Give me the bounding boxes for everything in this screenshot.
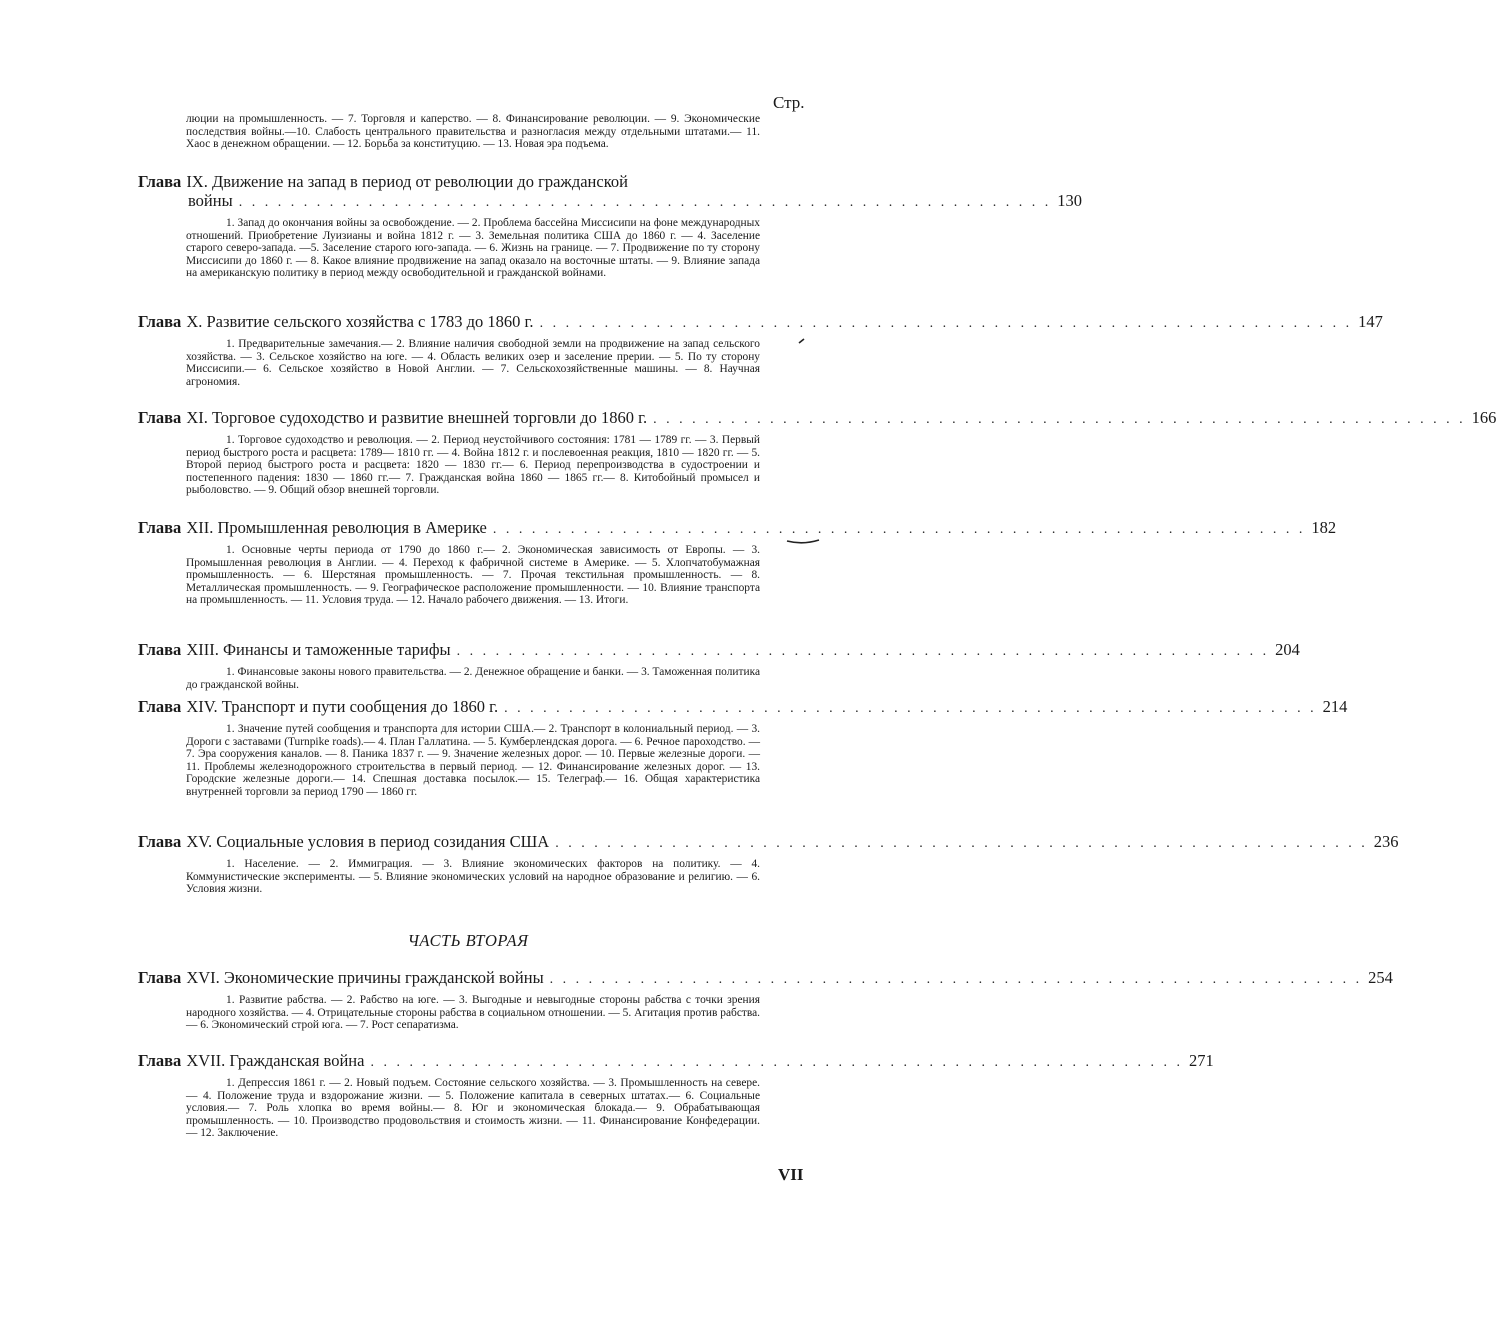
page-number: 166 — [1471, 408, 1496, 427]
page-folio: VII — [778, 1165, 804, 1184]
chapter-summary: 1. Торговое судоходство и революция. — 2. Период неустойчивого состояния: 1781 — 1789 гг. — 3. Первый период быстрого роста и расцвета: 1789— 1810 гг. — 4. Война 1812 г. и послевоенная реакция, 1810 — 1820 гг. — 5. Второй период быстрого роста и расцвета: 1820 — 1830 гг.— 6. Период перепроизводства в судостроении и постепенного падения: 1830 — 1860 гг.— 7. Гражданская война 1860 — 1865 гг.— 8. Китобойный промысел и рыболовство. — 9. Общий обзор внешней торговли. — [186, 434, 760, 497]
chapter-label: Глава — [138, 518, 182, 537]
chapter-label: Глава — [138, 640, 182, 659]
page-column-label: Стр. — [773, 93, 805, 112]
chapter-title: X. Развитие сельского хозяйства с 1783 до 1860 г. — [186, 312, 534, 331]
leader-dots: . . . . . . . . . . . . . . . . . . . . . . . . . . . . . . . . . . . . . . . . . . . . . . . . . . . . . . . . . . . . . . . — [492, 522, 1306, 537]
leader-dots: . . . . . . . . . . . . . . . . . . . . . . . . . . . . . . . . . . . . . . . . . . . . . . . . . . . . . . . . . . . . . . . — [539, 316, 1353, 331]
chapter-label: Глава — [138, 832, 182, 851]
pencil-tick-mark — [797, 336, 807, 346]
page-number: 182 — [1311, 518, 1337, 537]
page-number: 236 — [1373, 832, 1399, 851]
chapter-label: Глава — [138, 697, 182, 716]
page-number: 254 — [1368, 968, 1393, 987]
page-number: 271 — [1188, 1051, 1214, 1070]
leader-dots: . . . . . . . . . . . . . . . . . . . . . . . . . . . . . . . . . . . . . . . . . . . . . . . . . . . . . . . . . . . . . . . — [504, 701, 1317, 716]
part-heading: ЧАСТЬ ВТОРАЯ — [407, 931, 529, 950]
page-number: 204 — [1275, 640, 1300, 659]
toc-entry-ch14[interactable] — [138, 697, 1348, 799]
chapter-summary: 1. Финансовые законы нового правительства. — 2. Денежное обращение и банки. — 3. Таможенная политика до гражданской войны. — [186, 666, 760, 691]
page-number: 130 — [1057, 191, 1082, 210]
toc-entry-ch15[interactable] — [138, 832, 1399, 896]
chapter-summary: 1. Развитие рабства. — 2. Рабство на юге. — 3. Выгодные и невыгодные стороны рабства с точки зрения народного хозяйства. — 4. Отрицательные стороны рабства в социальном отношении. — 5. Агитация против рабства. — 6. Экономический строй юга. — 7. Рост сепаратизма. — [186, 994, 760, 1032]
toc-entry-ch13[interactable] — [138, 640, 1300, 691]
page-number: 214 — [1322, 697, 1348, 716]
chapter-label: Глава — [138, 172, 182, 191]
chapter-label: Глава — [138, 312, 182, 331]
intro-text: люции на промышленность. — 7. Торговля и каперство. — 8. Финансирование революции. — 9. Экономические последствия войны.—10. Слабость центрального правительства и разногласия между отдельными штатами.— 11. Хаос в денежном обращении. — 12. Борьба за конституцию. — 13. Новая эра подъема. — [186, 113, 760, 151]
intro-continuation — [138, 108, 816, 151]
toc-entry-ch10[interactable] — [138, 312, 1383, 388]
page-number: 147 — [1358, 312, 1383, 331]
toc-entry-ch12[interactable] — [138, 518, 1337, 607]
toc-entry-ch9[interactable] — [138, 172, 1082, 280]
chapter-summary: 1. Население. — 2. Иммиграция. — 3. Влияние экономических факторов на политику. — 4. Коммунистические эксперименты. — 5. Влияние экономических условий на народное образование и религию. — 6. Условия жизни. — [186, 858, 760, 896]
chapter-title: XIV. Транспорт и пути сообщения до 1860 г. — [186, 697, 499, 716]
chapter-label: Глава — [138, 408, 182, 427]
leader-dots: . . . . . . . . . . . . . . . . . . . . . . . . . . . . . . . . . . . . . . . . . . . . . . . . . . . . . . . . . . . . . . . — [370, 1055, 1183, 1070]
chapter-title: XVII. Гражданская война — [186, 1051, 365, 1070]
leader-dots: . . . . . . . . . . . . . . . . . . . . . . . . . . . . . . . . . . . . . . . . . . . . . . . . . . . . . . . . . . . . . . . — [238, 195, 1052, 210]
toc-entry-ch11[interactable] — [138, 408, 1496, 497]
pencil-underline-mark — [785, 536, 821, 546]
chapter-summary: 1. Депрессия 1861 г. — 2. Новый подъем. Состояние сельского хозяйства. — 3. Промышленность на севере. — 4. Положение труда и вздорожание жизни. — 5. Положение капитала в северных штатах.— 6. Социальные условия.— 7. Роль хлопка во время войны.— 8. Юг и экономическая блокада.— 9. Обрабатывающая промышленность. — 10. Производство продовольствия и стоимость жизни. — 11. Финансирование Конфедерации. — 12. Заключение. — [186, 1077, 760, 1140]
leader-dots: . . . . . . . . . . . . . . . . . . . . . . . . . . . . . . . . . . . . . . . . . . . . . . . . . . . . . . . . . . . . . . . — [555, 836, 1368, 851]
chapter-title-line1: IX. Движение на запад в период от революции до гражданской — [186, 172, 628, 191]
chapter-summary: 1. Запад до окончания войны за освобождение. — 2. Проблема бассейна Миссисипи на фоне международных отношений. Приобретение Луизианы и война 1812 г. — 3. Земельная политика США до 1860 г. — 4. Заселение старого северо-запада. —5. Заселение старого юго-запада. — 6. Жизнь на границе. — 7. Продвижение по ту сторону Миссисипи до 1860 г. — 8. Какое влияние продвижение на запад оказало на восточные штаты. — 9. Влияние запада на американскую политику в период между освободительной и гражданской войнами. — [186, 217, 760, 280]
chapter-summary: 1. Значение путей сообщения и транспорта для истории США.— 2. Транспорт в колониальный период. — 3. Дороги с заставами (Turnpike roads).— 4. План Галлатина. — 5. Кумберлендская дорога. — 6. Речное пароходство. — 7. Эра сооружения каналов. — 8. Паника 1837 г. — 9. Значение железных дорог. — 10. Первые железные дороги. — 11. Проблемы железнодорожного строительства в первый период. — 12. Финансирование железных дорог. — 13. Городские железные дороги.— 14. Спешная доставка посылок.— 15. Телеграф.— 16. Общая характеристика внутренней торговли за период 1790 — 1860 гг. — [186, 723, 760, 798]
chapter-title: XI. Торговое судоходство и развитие внешней торговли до 1860 г. — [186, 408, 648, 427]
chapter-title: XIII. Финансы и таможенные тарифы — [186, 640, 451, 659]
chapter-label: Глава — [138, 1051, 182, 1070]
chapter-summary: 1. Основные черты периода от 1790 до 1860 г.— 2. Экономическая зависимость от Европы. — 3. Промышленная революция в Англии. — 4. Переход к фабричной системе в Америке. — 5. Хлопчатобумажная промышленность. — 6. Шерстяная промышленность. — 7. Прочая текстильная промышленность. — 8. Металлическая промышленность. — 9. Географическое расположение промышленности. — 10. Влияние транспорта на промышленность. — 11. Условия труда. — 12. Начало рабочего движения. — 13. Итоги. — [186, 544, 760, 607]
chapter-label: Глава — [138, 968, 182, 987]
chapter-summary: 1. Предварительные замечания.— 2. Влияние наличия свободной земли на продвижение на запад сельского хозяйства. — 3. Сельское хозяйство на юге. — 4. Область великих озер и заселение прерии. — 5. По ту сторону Миссисипи.— 6. Сельское хозяйство в Новой Англии. — 7. Сельскохозяйственные машины. — 8. Научная агрономия. — [186, 338, 760, 388]
chapter-title-line2: войны — [188, 191, 233, 210]
leader-dots: . . . . . . . . . . . . . . . . . . . . . . . . . . . . . . . . . . . . . . . . . . . . . . . . . . . . . . . . . . . . . . . — [549, 972, 1363, 987]
toc-entry-ch17[interactable] — [138, 1051, 1214, 1140]
chapter-title: XII. Промышленная революция в Америке — [186, 518, 487, 537]
leader-dots: . . . . . . . . . . . . . . . . . . . . . . . . . . . . . . . . . . . . . . . . . . . . . . . . . . . . . . . . . . . . . . . — [653, 412, 1466, 427]
chapter-title: XV. Социальные условия в период созидания США — [186, 832, 550, 851]
leader-dots: . . . . . . . . . . . . . . . . . . . . . . . . . . . . . . . . . . . . . . . . . . . . . . . . . . . . . . . . . . . . . . . — [456, 644, 1270, 659]
toc-entry-ch16[interactable] — [138, 968, 1393, 1032]
chapter-title: XVI. Экономические причины гражданской войны — [186, 968, 544, 987]
